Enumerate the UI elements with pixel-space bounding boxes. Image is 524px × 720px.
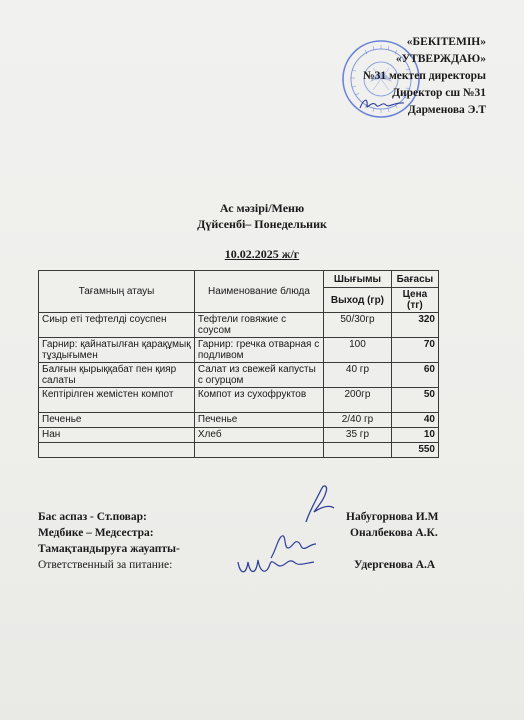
table-row [39, 388, 439, 413]
approval-line-kz: «БЕКІТЕМІН» [406, 36, 486, 48]
dish-kz: Печенье [39, 413, 195, 428]
approval-director-name: Дарменова Э.Т [407, 104, 486, 116]
dish-yield: 200гр [324, 388, 392, 413]
dish-price: 60 [391, 363, 438, 388]
approval-director-kz: №31 мектеп директоры [363, 70, 486, 82]
dish-kz: Балғын қырыққабат пен қияр салаты [39, 363, 195, 388]
header-kz-name: Тағамның атауы [39, 271, 195, 313]
dish-yield: 100 [324, 338, 392, 363]
menu-title [0, 200, 524, 232]
chef-name: Набугорнова И.М [346, 511, 439, 523]
responsible-label-kz: Тамақтандыруға жауапты- [38, 543, 180, 555]
approval-line-ru: «УТВЕРЖДАЮ» [395, 53, 486, 65]
header-yield-ru: Выход (гр) [324, 288, 392, 313]
dish-kz: Гарнир: қайнатылған қарақұмық тұздығымен [39, 338, 195, 363]
dish-yield: 35 гр [324, 428, 392, 443]
responsible-name: Удергенова А.А [354, 559, 436, 571]
responsible-kz-row [38, 540, 458, 556]
signatures-block [38, 508, 458, 572]
table-row [39, 363, 439, 388]
menu-day-line: Дүйсенбі– Понедельник [197, 217, 327, 231]
total-row [39, 443, 439, 458]
menu-table [38, 270, 439, 458]
approval-block [363, 34, 486, 119]
table-row [39, 313, 439, 338]
dish-yield: 50/30гр [324, 313, 392, 338]
dish-yield: 40 гр [324, 363, 392, 388]
responsible-ru-row [38, 556, 458, 572]
header-ru-name: Наименование блюда [194, 271, 323, 313]
dish-ru: Тефтели говяжие с соусом [194, 313, 323, 338]
dish-ru: Хлеб [194, 428, 323, 443]
chef-label: Бас аспаз - Ст.повар: [38, 511, 147, 523]
header-price-kz: Бағасы [391, 271, 438, 288]
table-row [39, 413, 439, 428]
approval-director-ru: Директор сш №31 [392, 87, 486, 99]
dish-price: 320 [391, 313, 438, 338]
nurse-row [38, 524, 458, 540]
nurse-name: Оналбекова А.К. [350, 527, 438, 539]
header-yield-kz: Шығымы [324, 271, 392, 288]
nurse-label: Медбике – Медсестра: [38, 527, 154, 539]
total-price: 550 [391, 443, 438, 458]
dish-kz: Сиыр еті тефтелді соуспен [39, 313, 195, 338]
dish-ru: Компот из сухофруктов [194, 388, 323, 413]
responsible-label-ru: Ответственный за питание: [38, 559, 173, 571]
total-empty-cell [39, 443, 195, 458]
menu-date [0, 247, 524, 262]
table-row [39, 338, 439, 363]
dish-kz: Нан [39, 428, 195, 443]
dish-price: 40 [391, 413, 438, 428]
chef-row [38, 508, 458, 524]
dish-ru: Гарнир: гречка отварная с подливом [194, 338, 323, 363]
table-row [39, 428, 439, 443]
header-price-ru: Цена (тг) [391, 288, 438, 313]
dish-price: 70 [391, 338, 438, 363]
dish-price: 10 [391, 428, 438, 443]
dish-ru: Салат из свежей капусты с огурцом [194, 363, 323, 388]
total-empty-cell [324, 443, 392, 458]
dish-kz: Кептірілген жемістен компот [39, 388, 195, 413]
menu-title-line: Ас мәзірі/Меню [219, 201, 305, 215]
total-empty-cell [194, 443, 323, 458]
dish-yield: 2/40 гр [324, 413, 392, 428]
menu-date-text: 10.02.2025 ж/г [224, 247, 300, 261]
dish-price: 50 [391, 388, 438, 413]
dish-ru: Печенье [194, 413, 323, 428]
